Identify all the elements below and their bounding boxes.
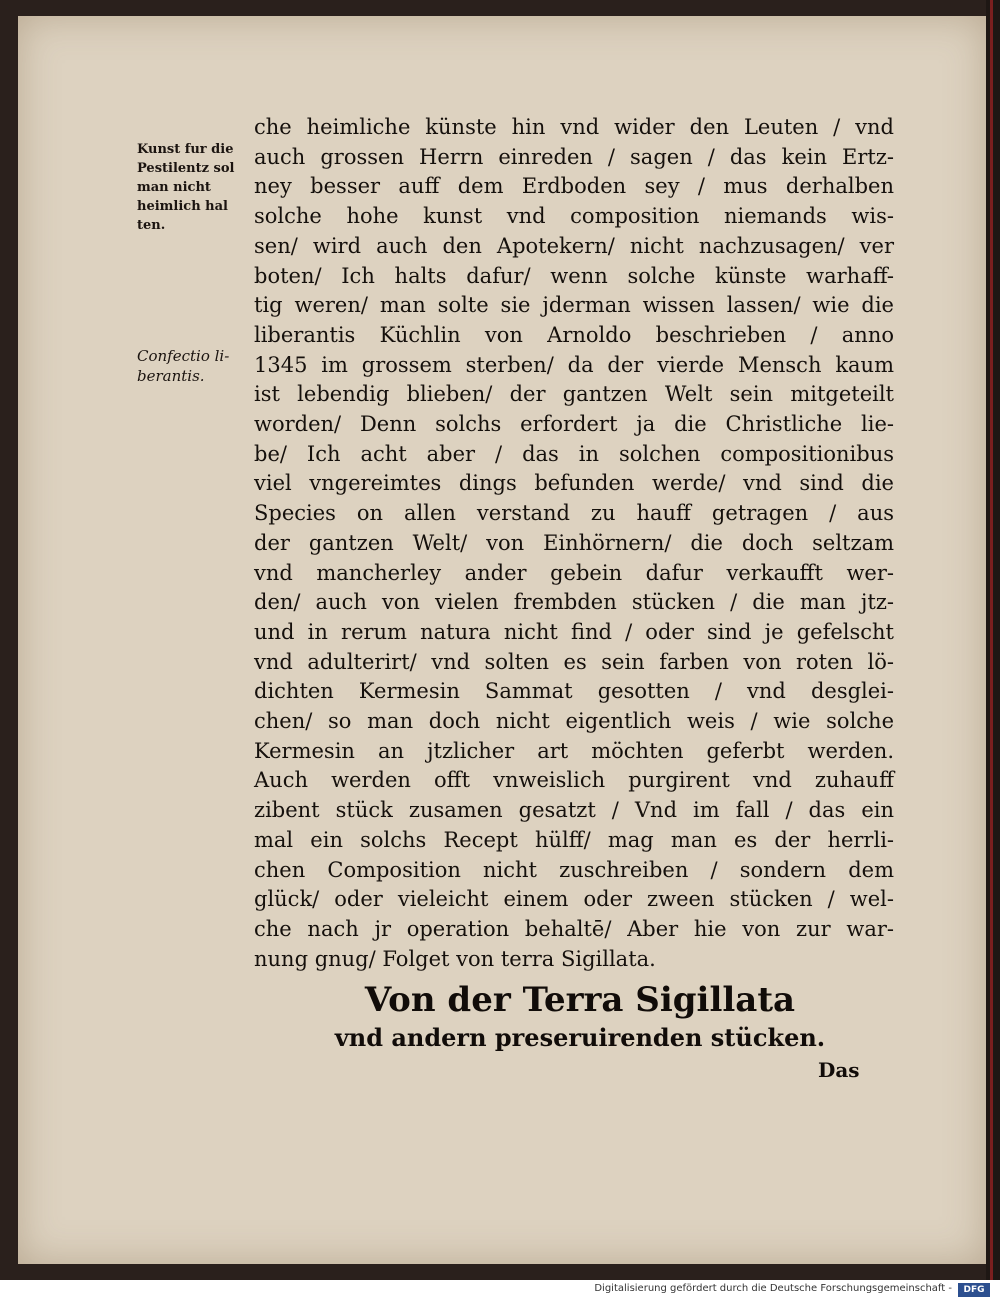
text-line: und in rerum natura nicht find / oder sind je gefelscht [254,619,894,644]
margin-note-confectio: Confectio li- berantis. [137,347,230,385]
text-line: tig weren/ man solte sie jderman wissen lassen/ wie die [254,293,894,318]
text-line: Kermesin an jtzlicher art möchten geferbt werden. [254,738,894,763]
text-line: nung gnug/ Folget von terra Sigillata. [254,946,656,971]
text-line: vnd adulterirt/ vnd solten es sein farben von roten lö- [254,649,894,674]
footer-bar [0,1280,1000,1300]
text-line: vnd mancherley ander gebein dafur verkaufft wer- [254,560,894,585]
text-line: liberantis Küchlin von Arnoldo beschrieben / anno [254,322,894,347]
text-line: viel vngereimtes dings befunden werde/ vnd sind die [254,471,894,496]
text-line: ist lebendig blieben/ der gantzen Welt sein mitgeteilt [254,382,894,407]
text-line: mal ein solchs Recept hülff/ mag man es der herrli- [254,827,894,852]
dfg-logo-icon[interactable]: DFG [958,1283,990,1297]
footer-credit: Digitalisierung gefördert durch die Deutsche Forschungsgemeinschaft - [594,1283,952,1294]
text-line: der gantzen Welt/ von Einhörnern/ die doch seltzam [254,530,894,555]
section-heading [330,978,830,1054]
text-line: den/ auch von vielen frembden stücken / die man jtz- [254,590,894,615]
section-heading-title: Von der Terra Sigillata [364,980,796,1020]
bookmark-ribbon [990,0,993,1280]
text-line: worden/ Denn solchs erfordert ja die Christliche lie- [254,412,894,437]
catchword: Das [818,1058,860,1082]
text-line: sen/ wird auch den Apotekern/ nicht nachzusagen/ ver [254,233,894,258]
text-line: glück/ oder vieleicht einem oder zween stücken / wel- [254,887,894,912]
text-line: zibent stück zusamen gesatzt / Vnd im fall / das ein [254,798,894,823]
text-line: solche hohe kunst vnd composition niemands wis- [254,204,894,229]
text-line: Auch werden offt vnweislich purgirent vnd zuhauff [254,768,894,793]
text-line: chen Composition nicht zuschreiben / sondern dem [254,857,894,882]
body-text [254,113,894,974]
text-line: dichten Kermesin Sammat gesotten / vnd desglei- [254,679,894,704]
margin-note-pestilentz: Kunst fur die Pestilentz sol man nicht heimlich hal ten. [137,142,235,233]
text-line: 1345 im grossem sterben/ da der vierde Mensch kaum [254,352,894,377]
text-line: ney besser auff dem Erdboden sey / mus derhalben [254,174,894,199]
scan-edge [986,0,1000,1280]
text-line: be/ Ich acht aber / das in solchen compositionibus [254,441,894,466]
text-line: chen/ so man doch nicht eigentlich weis / wie solche [254,709,894,734]
text-line: auch grossen Herrn einreden / sagen / das kein Ertz- [254,144,894,169]
text-line: che nach jr operation behaltē/ Aber hie von zur war- [254,916,894,941]
text-line: boten/ Ich halts dafur/ wenn solche künste warhaff- [254,263,894,288]
text-line: che heimliche künste hin vnd wider den Leuten / vnd [254,115,894,139]
section-heading-subtitle: vnd andern preseruirenden stücken. [334,1023,826,1052]
text-line: Species on allen verstand zu hauff getragen / aus [254,501,894,526]
